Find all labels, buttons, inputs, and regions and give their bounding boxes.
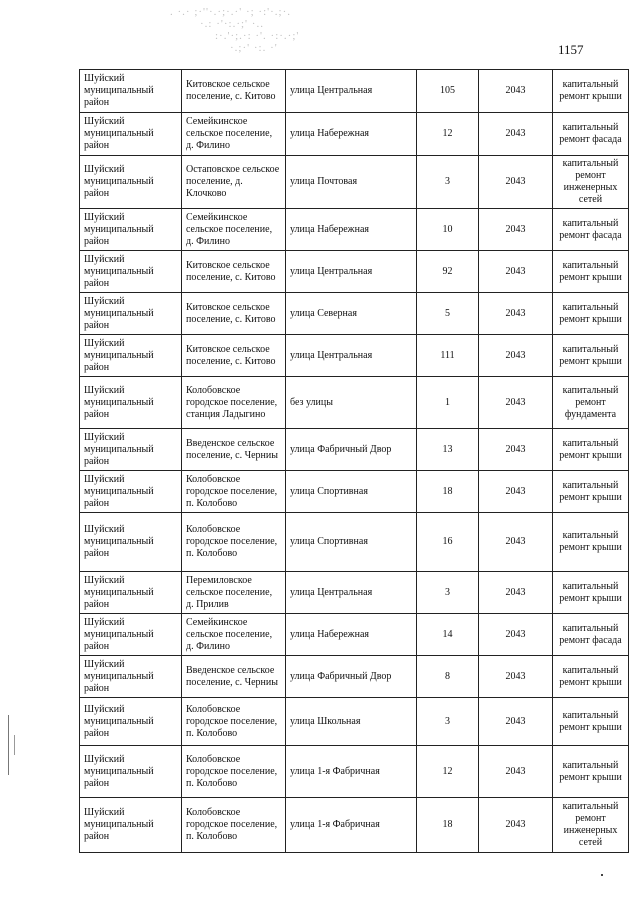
cell-house: 13	[417, 429, 479, 471]
cell-work: капитальный ремонт крыши	[553, 656, 629, 698]
cell-work: капитальный ремонт крыши	[553, 513, 629, 572]
cell-street: улица Фабричный Двор	[286, 429, 417, 471]
cell-district: Шуйский муниципальный район	[80, 471, 182, 513]
cell-district: Шуйский муниципальный район	[80, 572, 182, 614]
cell-year: 2043	[479, 377, 553, 429]
housing-repair-table	[79, 69, 629, 853]
cell-house: 18	[417, 471, 479, 513]
cell-district: Шуйский муниципальный район	[80, 798, 182, 853]
cell-year: 2043	[479, 614, 553, 656]
cell-work: капитальный ремонт крыши	[553, 698, 629, 746]
table-row	[80, 429, 629, 471]
cell-work: капитальный ремонт инженерных сетей	[553, 798, 629, 853]
table-row	[80, 698, 629, 746]
cell-street: улица Центральная	[286, 251, 417, 293]
table-row	[80, 746, 629, 798]
cell-settlement: Китовское сельское поселение, с. Китово	[182, 251, 286, 293]
cell-year: 2043	[479, 335, 553, 377]
cell-settlement: Введенское сельское поселение, с. Черниы	[182, 429, 286, 471]
cell-street: улица Спортивная	[286, 513, 417, 572]
cell-settlement: Китовское сельское поселение, с. Китово	[182, 293, 286, 335]
cell-district: Шуйский муниципальный район	[80, 614, 182, 656]
table-row	[80, 70, 629, 113]
cell-house: 3	[417, 698, 479, 746]
cell-year: 2043	[479, 209, 553, 251]
cell-settlement: Колобовское городское поселение, п. Колобово	[182, 798, 286, 853]
table-row	[80, 113, 629, 156]
cell-district: Шуйский муниципальный район	[80, 698, 182, 746]
cell-street: улица Набережная	[286, 113, 417, 156]
cell-house: 18	[417, 798, 479, 853]
cell-district: Шуйский муниципальный район	[80, 156, 182, 209]
cell-settlement: Китовское сельское поселение, с. Китово	[182, 335, 286, 377]
cell-house: 14	[417, 614, 479, 656]
cell-district: Шуйский муниципальный район	[80, 335, 182, 377]
cell-district: Шуйский муниципальный район	[80, 656, 182, 698]
cell-year: 2043	[479, 798, 553, 853]
cell-year: 2043	[479, 746, 553, 798]
cell-work: капитальный ремонт инженерных сетей	[553, 156, 629, 209]
cell-house: 105	[417, 70, 479, 113]
cell-street: улица Северная	[286, 293, 417, 335]
cell-house: 1	[417, 377, 479, 429]
cell-district: Шуйский муниципальный район	[80, 113, 182, 156]
table-row	[80, 335, 629, 377]
table-row	[80, 572, 629, 614]
cell-year: 2043	[479, 656, 553, 698]
cell-year: 2043	[479, 513, 553, 572]
cell-street: улица Фабричный Двор	[286, 656, 417, 698]
cell-work: капитальный ремонт фасада	[553, 614, 629, 656]
cell-house: 92	[417, 251, 479, 293]
cell-district: Шуйский муниципальный район	[80, 251, 182, 293]
cell-year: 2043	[479, 293, 553, 335]
cell-year: 2043	[479, 572, 553, 614]
cell-settlement: Семейкинское сельское поселение, д. Филино	[182, 113, 286, 156]
cell-work: капитальный ремонт крыши	[553, 70, 629, 113]
cell-street: улица Спортивная	[286, 471, 417, 513]
cell-work: капитальный ремонт крыши	[553, 572, 629, 614]
cell-street: улица Центральная	[286, 70, 417, 113]
cell-street: улица Набережная	[286, 614, 417, 656]
table-row	[80, 471, 629, 513]
cell-year: 2043	[479, 698, 553, 746]
cell-settlement: Колобовское городское поселение, станция Ладыгино	[182, 377, 286, 429]
cell-house: 5	[417, 293, 479, 335]
cell-house: 3	[417, 572, 479, 614]
cell-settlement: Остаповское сельское поселение, д. Клочково	[182, 156, 286, 209]
cell-settlement: Китовское сельское поселение, с. Китово	[182, 70, 286, 113]
cell-settlement: Семейкинское сельское поселение, д. Филино	[182, 614, 286, 656]
table-row	[80, 251, 629, 293]
cell-work: капитальный ремонт фасада	[553, 113, 629, 156]
table-row	[80, 377, 629, 429]
cell-street: улица Школьная	[286, 698, 417, 746]
cell-year: 2043	[479, 70, 553, 113]
cell-house: 12	[417, 746, 479, 798]
cell-work: капитальный ремонт крыши	[553, 471, 629, 513]
cell-work: капитальный ремонт фундамента	[553, 377, 629, 429]
margin-mark	[14, 735, 16, 755]
scan-speck	[601, 874, 603, 876]
table-body	[80, 70, 629, 853]
table-row	[80, 293, 629, 335]
cell-street: улица 1-я Фабричная	[286, 746, 417, 798]
cell-year: 2043	[479, 429, 553, 471]
cell-street: без улицы	[286, 377, 417, 429]
table-row	[80, 614, 629, 656]
cell-house: 3	[417, 156, 479, 209]
cell-district: Шуйский муниципальный район	[80, 746, 182, 798]
cell-district: Шуйский муниципальный район	[80, 70, 182, 113]
cell-settlement: Колобовское городское поселение, п. Колобово	[182, 698, 286, 746]
cell-year: 2043	[479, 156, 553, 209]
cell-house: 16	[417, 513, 479, 572]
cell-work: капитальный ремонт крыши	[553, 335, 629, 377]
cell-street: улица 1-я Фабричная	[286, 798, 417, 853]
cell-house: 111	[417, 335, 479, 377]
cell-year: 2043	[479, 471, 553, 513]
cell-settlement: Колобовское городское поселение, п. Колобово	[182, 746, 286, 798]
cell-year: 2043	[479, 251, 553, 293]
cell-house: 8	[417, 656, 479, 698]
faded-header-stamp: . ·.· ;·''·.·;·.·' ·; ·:'·.;·. ·.: ·'·:.·;' ·.. :·.'·;.·: ·'. ·:·.·;' ·.;·' ·:. ·'	[170, 6, 300, 54]
table-row	[80, 798, 629, 853]
cell-district: Шуйский муниципальный район	[80, 429, 182, 471]
cell-house: 10	[417, 209, 479, 251]
cell-work: капитальный ремонт крыши	[553, 293, 629, 335]
cell-district: Шуйский муниципальный район	[80, 377, 182, 429]
cell-work: капитальный ремонт крыши	[553, 746, 629, 798]
cell-work: капитальный ремонт крыши	[553, 429, 629, 471]
cell-work: капитальный ремонт крыши	[553, 251, 629, 293]
cell-year: 2043	[479, 113, 553, 156]
cell-district: Шуйский муниципальный район	[80, 513, 182, 572]
cell-district: Шуйский муниципальный район	[80, 293, 182, 335]
cell-settlement: Введенское сельское поселение, с. Черниы	[182, 656, 286, 698]
cell-house: 12	[417, 113, 479, 156]
cell-district: Шуйский муниципальный район	[80, 209, 182, 251]
cell-street: улица Почтовая	[286, 156, 417, 209]
cell-settlement: Перемиловское сельское поселение, д. Прилив	[182, 572, 286, 614]
cell-settlement: Семейкинское сельское поселение, д. Филино	[182, 209, 286, 251]
cell-street: улица Центральная	[286, 335, 417, 377]
cell-settlement: Колобовское городское поселение, п. Колобово	[182, 513, 286, 572]
table-row	[80, 156, 629, 209]
cell-settlement: Колобовское городское поселение, п. Колобово	[182, 471, 286, 513]
cell-street: улица Центральная	[286, 572, 417, 614]
margin-mark	[8, 715, 10, 775]
table-row	[80, 209, 629, 251]
page-number: 1157	[558, 42, 584, 57]
table-row	[80, 656, 629, 698]
cell-street: улица Набережная	[286, 209, 417, 251]
cell-work: капитальный ремонт фасада	[553, 209, 629, 251]
table-row	[80, 513, 629, 572]
